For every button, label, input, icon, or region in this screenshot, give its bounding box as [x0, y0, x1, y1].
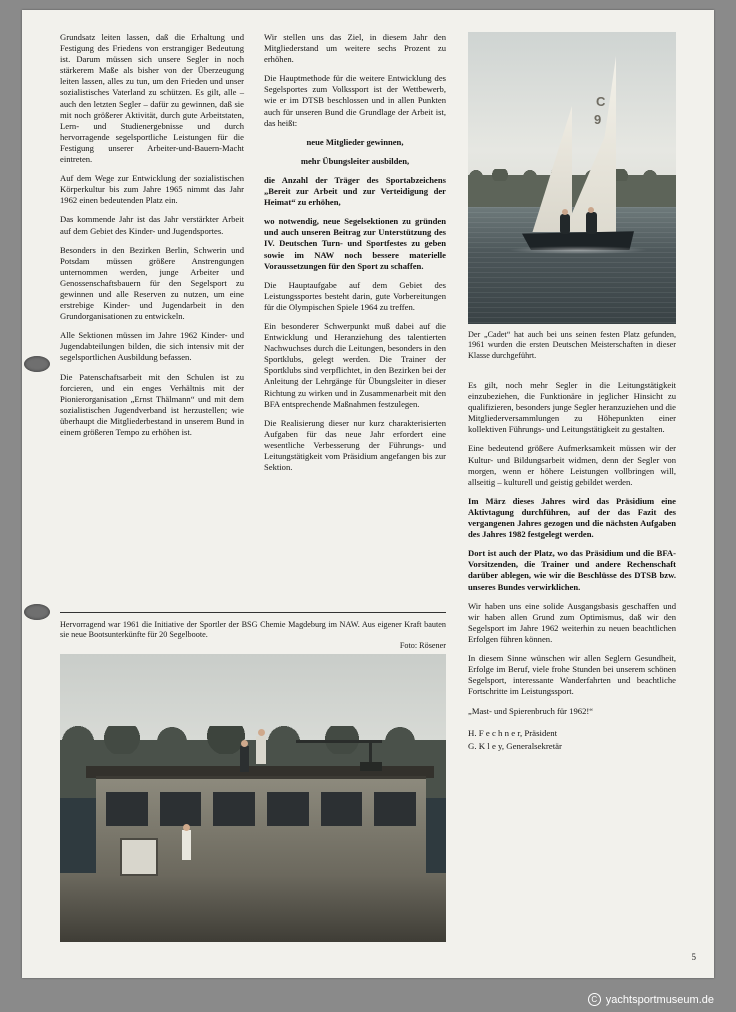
copyright-icon: C — [588, 993, 601, 1006]
caption-text: Hervorragend war 1961 die Initiative der Sportler der BSG Chemie Magdeburg im NAW. Aus eigener Kraft bauten sie neue Bootsunterkünfte für 20 Segelboote. — [60, 620, 446, 640]
crew-member — [586, 212, 597, 234]
sailing-dinghy-cadet-photo — [468, 32, 676, 324]
crew-head — [588, 207, 594, 213]
window — [321, 792, 363, 826]
caption-divider — [60, 612, 446, 613]
signer-title: Generalsekretär — [506, 740, 562, 751]
watermark-text: yachtsportmuseum.de — [605, 993, 714, 1006]
photo-credit: Foto: Rösener — [399, 640, 446, 650]
crew-head — [562, 209, 568, 215]
paragraph-emphasis: Im März dieses Jahres wird das Präsidium eine Aktivtagung durchführen, auf der das Fazit des vergangenen Jahres gezogen und die nächsten Aufgaben des Jahres 1982 festgelegt werden. — [468, 495, 676, 540]
window — [106, 792, 148, 826]
text-column-3 — [468, 380, 676, 752]
signature-line: G. K l e y, Generalsekretär — [468, 740, 562, 751]
paragraph: Wir stellen uns das Ziel, in diesem Jahr den Mitgliederstand um weitere sechs Prozent zu erhöhen. — [264, 32, 446, 65]
sail-class-letter: C — [596, 94, 606, 109]
sail-number: 9 — [594, 112, 602, 127]
window — [213, 792, 255, 826]
watermark — [588, 993, 714, 1006]
paragraph-emphasis: wo notwendig, neue Segelsektionen zu gründen und auch unseren Beitrag zur Unterstützung des IV. Deutschen Turn- und Sportfestes zu geben sowie im NAW noch bessere materielle Voraussetzungen für den Sport zu schaffen. — [264, 216, 446, 271]
paragraph: Die Hauptaufgabe auf dem Gebiet des Leistungssportes besteht darin, gute Vorbereitungen für die Olympischen Spiele 1964 zu treffen. — [264, 279, 446, 312]
window — [267, 792, 309, 826]
paragraph: Wir haben uns eine solide Ausgangsbasis geschaffen und wir haben allen Grund zum Optimismus, daß wir den Segelsport im Jahre 1962 weiterhin zu neuen beachtlichen Erfolgen führen können. — [468, 600, 676, 644]
crew-member — [560, 214, 570, 234]
photo-treeline — [468, 175, 676, 207]
window — [374, 792, 416, 826]
scanned-page — [22, 10, 714, 978]
paragraph: Besonders in den Bezirken Berlin, Schwerin und Potsdam müssen größere Anstrengungen unternommen werden, junge Arbeiter und Genossenschaftsbauern für den Segelsport zu gewinnen und alle Reserven zu nutzen, um eine erstrebige Kinder- und Jugendarbeit in den Grundorganisationen zu entwickeln. — [60, 244, 244, 322]
building-door — [120, 838, 158, 876]
signature-block — [468, 727, 676, 752]
paragraph: Die Patenschaftsarbeit mit den Schulen ist zu forcieren, und ein enges Verhältnis mit der Pionierorganisation „Ernst Thälmann“ und mit dem sozialistischen Jugendverband ist herzustellen; wie überhaupt die Mitgliederbestand in unserem Bund in einem größeren Tempo zu erhöhen ist. — [60, 371, 244, 437]
closing-motto: „Mast- und Spierenbruch für 1962!“ — [468, 706, 594, 717]
paragraph: Alle Sektionen müssen im Jahre 1962 Kinder- und Jugendabteilungen bilden, die sich intensiv mit der segelsportlichen Ausbildung befassen. — [60, 330, 244, 363]
window — [160, 792, 202, 826]
paragraph-emphasis: die Anzahl der Träger des Sportabzeichens „Bereit zur Arbeit und zur Verteidigung der Heimat“ zu erhöhen, — [264, 174, 446, 208]
crane-boom — [296, 740, 382, 743]
paragraph: Auf dem Wege zur Entwicklung der sozialistischen Körperkultur bis zum Jahre 1965 nimmt das Jahr 1962 einen bedeutenden Platz ein. — [60, 173, 244, 206]
paragraph: Ein besonderer Schwerpunkt muß dabei auf die Entwicklung und Heranziehung des talentierten Nachwuchses durch die Leitungen, besonders in den Sportklubs, gelegt werden. Die Trainer der Sportklubs sind verpflichtet, in den Bezirken bei der Anleitung der Lehrgänge für Übungsleiter in dieser Richtung zu wirken und in Zusammenarbeit mit den BFA entsprechende Maßnahmen festzulegen. — [264, 320, 446, 409]
signer-name: G. K l e y — [468, 740, 502, 751]
worker — [256, 736, 266, 764]
paragraph: Das kommende Jahr ist das Jahr verstärkter Arbeit auf dem Gebiet des Kinder- und Jugendsportes. — [60, 214, 244, 236]
signer-name: H. F e c h n e r — [468, 728, 520, 739]
boathouse-construction-photo — [60, 654, 446, 942]
photo-ground — [60, 873, 446, 942]
text-column-1 — [60, 32, 244, 446]
paragraph: Die Hauptmethode für die weitere Entwicklung des Segelsportes zum Volkssport ist der Wettbewerb, wie er im DTSB beschlossen und in allen Punkten auch für unseren Bund die Grundlage der Arbeit ist, das heißt: — [264, 73, 446, 128]
paragraph: Es gilt, noch mehr Segler in die Leitungstätigkeit einzubeziehen, die Funktionäre in jeglicher Hinsicht zu qualifizieren, besonders junge Segler heranzuziehen und die Mitgliederversammlungen zu Höhepunkten einer kollektiven Führungs- und Leitungstätigkeit zu gestalten. — [468, 380, 676, 435]
paragraph-emphasis: mehr Übungsleiter ausbilden, — [300, 155, 410, 166]
photo-caption-building — [60, 620, 446, 651]
worker — [240, 746, 249, 772]
text-column-2 — [264, 32, 446, 481]
paragraph: In diesem Sinne wünschen wir allen Seglern Gesundheit, Erfolge im Beruf, viele frohe Stunden bei unserem schönen Segelsport, interessante Wanderfahrten und beachtliche Fortschritte im Leistungssport. — [468, 652, 676, 697]
paragraph: Die Realisierung dieser nur kurz charakterisierten Aufgaben für das neue Jahr erfordert eine wesentliche Verbesserung der Führungs- und Leitungstätigkeit vom Präsidium angefangen bis zur Sektion. — [264, 417, 446, 473]
signature-line: H. F e c h n e r, Präsident — [468, 728, 558, 739]
worker — [182, 830, 191, 860]
building-windows — [106, 792, 416, 826]
crane-load — [360, 762, 382, 771]
page-number: 5 — [691, 952, 696, 962]
paragraph-emphasis: neue Mitglieder gewinnen, — [306, 136, 404, 147]
paragraph-emphasis: Dort ist auch der Platz, wo das Präsidium und die BFA-Vorsitzenden, die Trainer und andere Rechenschaft darüber ablegen, wie wir die Beschlüsse des DTSB bzw. unseres Bundes verwirklichen. — [468, 548, 676, 592]
paragraph: Grundsatz leiten lassen, daß die Erhaltung und Festigung des Friedens von erstrangiger Bedeutung ist. Darum müssen sich unsere Segler in noch stärkerem Maße als bisher von der Überzeugung leiten lassen, alles zu tun, um den Frieden und unser sozialistisches Vaterland zu schützen. Es gilt, alle – auch den letzten Segler – dafür zu gewinnen, daß sie mit noch größerer Aktivität, durch gute Arbeitstaten, Lern- und Studienergebnisse und durch hervorragende segelsportliche Leistungen für die Festigung unserer Arbeiter-und-Bauern-Macht eintreten. — [60, 32, 244, 165]
signer-title: Präsident — [524, 728, 558, 739]
photo-caption-sailboat: Der „Cadet“ hat auch bei uns seinen festen Platz gefunden, 1961 wurden die ersten Deutschen Meisterschaften in dieser Klasse durchgeführt. — [468, 330, 676, 360]
paragraph: Eine bedeutend größere Aufmerksamkeit müssen wir der Kultur- und Bildungsarbeit widmen, denn der Segler von morgen, wenn er höhere Leistungen vollbringen will, allseitig – kulturell und geistig gebildet werden. — [468, 443, 676, 487]
boat-wake — [508, 246, 648, 254]
